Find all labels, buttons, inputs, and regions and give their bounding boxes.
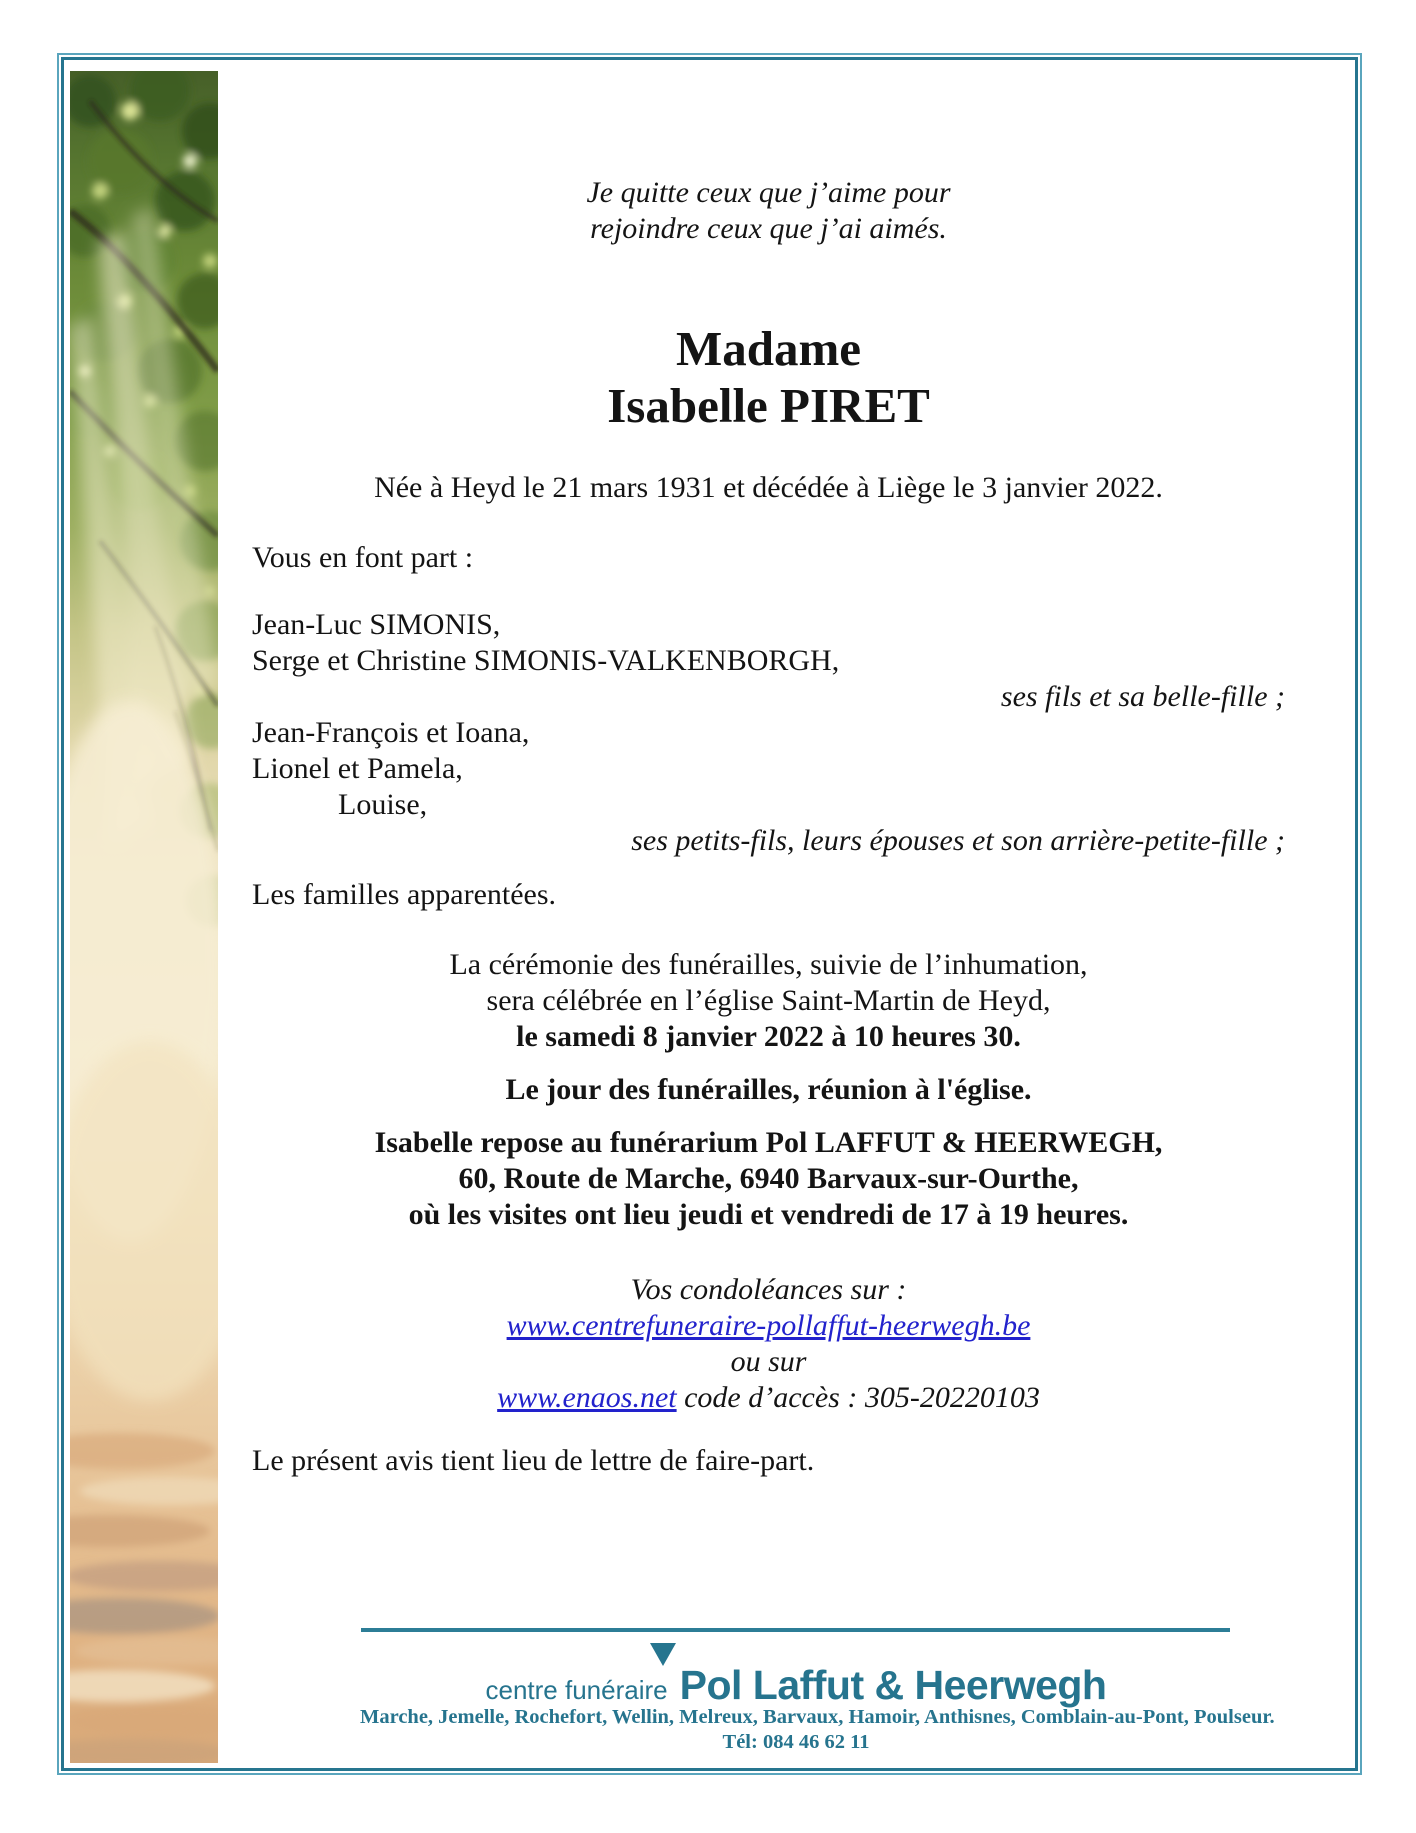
ceremony-datetime-line: le samedi 8 janvier 2022 à 10 heures 30. — [516, 1020, 1021, 1053]
repose-line-1: Isabelle repose au funérarium Pol LAFFUT & HEERWEGH, — [374, 1126, 1163, 1159]
footer-locations-line: Marche, Jemelle, Rochefort, Wellin, Melreux, Barvaux, Hamoir, Anthisnes, Comblain-au-Pont, Poulseur. — [360, 1706, 1275, 1728]
announcement-intro: Vous en font part : — [252, 541, 474, 574]
condolences-link-line-2 — [252, 1380, 1285, 1416]
epigraph-line-1: Je quitte ceux que j’aime pour — [586, 176, 951, 209]
sons-relation-line: ses fils et sa belle-fille ; — [1000, 680, 1285, 713]
church-meeting-line: Le jour des funérailles, réunion à l'église. — [505, 1073, 1032, 1106]
legal-notice-line: Le présent avis tient lieu de lettre de faire-part. — [252, 1444, 815, 1477]
enaos-website-link[interactable]: www.enaos.net — [497, 1381, 677, 1414]
forest-path-photo — [70, 71, 218, 1763]
mourner-son-2: Serge et Christine SIMONIS-VALKENBORGH, — [252, 644, 840, 677]
epigraph-line-2: rejoindre ceux que j’ai aimés. — [590, 212, 947, 245]
mourner-son-1: Jean-Luc SIMONIS, — [252, 608, 501, 641]
mourner-grandson-1: Jean-François et Ioana, — [252, 716, 530, 749]
condolences-intro: Vos condoléances sur : — [630, 1273, 907, 1306]
ceremony-line-2: sera célébrée en l’église Saint-Martin de Heyd, — [486, 984, 1051, 1017]
deceased-name: Isabelle PIRET — [607, 378, 930, 433]
footer-divider-line — [361, 1628, 1230, 1632]
mourner-grandson-3: Louise, — [338, 788, 428, 821]
access-code-text: code d’accès : 305-20220103 — [676, 1381, 1040, 1414]
repose-visits-line: où les visites ont lieu jeudi et vendredi de 17 à 19 heures. — [408, 1198, 1129, 1231]
brand-prefix-label: centre funéraire — [485, 1675, 668, 1705]
funeral-home-brand — [360, 1662, 1232, 1709]
mourner-grandson-2: Lionel et Pamela, — [252, 752, 463, 785]
life-dates-line: Née à Heyd le 21 mars 1931 et décédée à Liège le 3 janvier 2022. — [374, 471, 1163, 504]
funeral-home-website-link[interactable]: www.centrefuneraire-pollaffut-heerwegh.be — [506, 1309, 1031, 1342]
grandsons-relation-line: ses petits-fils, leurs épouses et son arrière-petite-fille ; — [631, 824, 1285, 857]
repose-address-line: 60, Route de Marche, 6940 Barvaux-sur-Ourthe, — [458, 1162, 1079, 1195]
condolences-or-line: ou sur — [730, 1345, 807, 1378]
condolences-link-line-1 — [252, 1308, 1285, 1344]
related-families-line: Les familles apparentées. — [252, 878, 557, 911]
brand-name-label: Pol Laffut & Heerwegh — [679, 1662, 1107, 1708]
footer-phone-line: Tél: 084 46 62 11 — [722, 1731, 870, 1753]
ceremony-line-1: La cérémonie des funérailles, suivie de l’inhumation, — [449, 948, 1088, 981]
announcement-text-column — [252, 0, 1285, 1833]
funeral-home-footer — [360, 1620, 1275, 1760]
deceased-title: Madame — [675, 321, 862, 376]
